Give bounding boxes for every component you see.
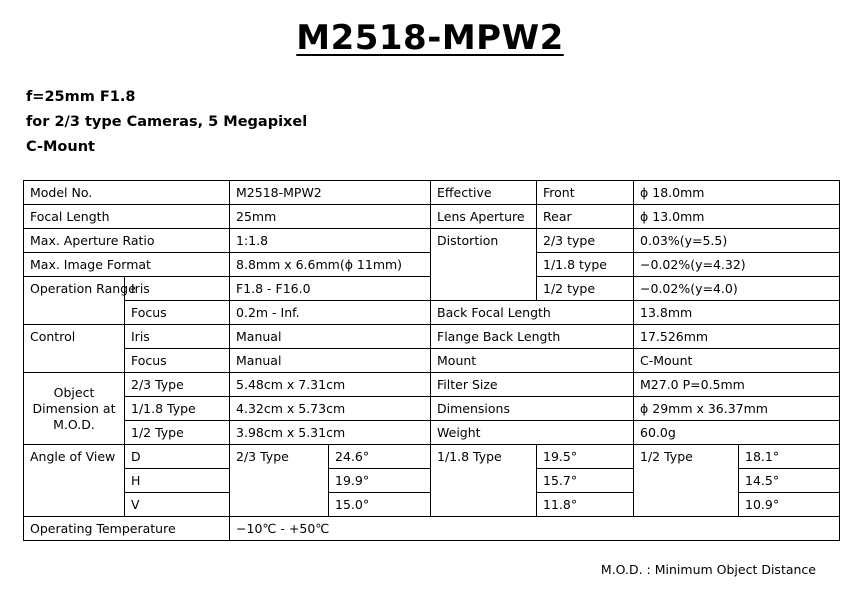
table-row xyxy=(24,397,840,421)
focal-length-label: Focal Length xyxy=(24,205,230,229)
weight-label: Weight xyxy=(431,421,634,445)
angle-value: 19.5° xyxy=(537,445,634,469)
footnote: M.O.D. : Minimum Object Distance xyxy=(600,562,816,577)
distortion-value: −0.02%(y=4.32) xyxy=(634,253,840,277)
obj-type: 2/3 Type xyxy=(125,373,230,397)
table-row xyxy=(24,421,840,445)
page-title-text: M2518-MPW2 xyxy=(296,18,564,58)
page-title xyxy=(0,18,860,58)
angle-value: 11.8° xyxy=(537,493,634,517)
max-aperture-label: Max. Aperture Ratio xyxy=(24,229,230,253)
distortion-type: 1/1.8 type xyxy=(537,253,634,277)
obj-type: 1/1.8 Type xyxy=(125,397,230,421)
effective-label: Effective xyxy=(431,181,537,205)
max-aperture-value: 1:1.8 xyxy=(230,229,431,253)
rear-value: ϕ 13.0mm xyxy=(634,205,840,229)
angle-value: 19.9° xyxy=(329,469,431,493)
distortion-type: 1/2 type xyxy=(537,277,634,301)
filter-value: M27.0 P=0.5mm xyxy=(634,373,840,397)
back-focal-value: 13.8mm xyxy=(634,301,840,325)
table-row xyxy=(24,373,840,397)
obj-type: 1/2 Type xyxy=(125,421,230,445)
angle-label: Angle of View xyxy=(24,445,125,517)
weight-value: 60.0g xyxy=(634,421,840,445)
obj-value: 3.98cm x 5.31cm xyxy=(230,421,431,445)
front-label: Front xyxy=(537,181,634,205)
angle-value: 18.1° xyxy=(739,445,840,469)
operating-temp-label: Operating Temperature xyxy=(24,517,230,541)
angle-value: 14.5° xyxy=(739,469,840,493)
angle-axis: D xyxy=(125,445,230,469)
mount-label: Mount xyxy=(431,349,634,373)
distortion-value: 0.03%(y=5.5) xyxy=(634,229,840,253)
ctrl-focus-value: Manual xyxy=(230,349,431,373)
max-image-format-value: 8.8mm x 6.6mm(ϕ 11mm) xyxy=(230,253,431,277)
table-row xyxy=(24,301,840,325)
op-iris-value: F1.8 - F16.0 xyxy=(230,277,431,301)
object-dimension-label: Object Dimension at M.O.D. xyxy=(24,373,125,445)
dimensions-label: Dimensions xyxy=(431,397,634,421)
angle-value: 15.0° xyxy=(329,493,431,517)
angle-type-c: 1/2 Type xyxy=(634,445,739,517)
angle-axis: V xyxy=(125,493,230,517)
rear-label: Rear xyxy=(537,205,634,229)
flange-value: 17.526mm xyxy=(634,325,840,349)
filter-label: Filter Size xyxy=(431,373,634,397)
lens-aperture-label: Lens Aperture xyxy=(431,205,537,229)
back-focal-label: Back Focal Length xyxy=(431,301,634,325)
control-label: Control xyxy=(24,325,125,373)
distortion-value: −0.02%(y=4.0) xyxy=(634,277,840,301)
table-row xyxy=(24,229,840,253)
ctrl-focus-label: Focus xyxy=(125,349,230,373)
table-row xyxy=(24,205,840,229)
obj-value: 4.32cm x 5.73cm xyxy=(230,397,431,421)
subtitle-mount: C-Mount xyxy=(26,139,95,155)
subtitle-focal: f=25mm F1.8 xyxy=(26,89,136,105)
angle-type-a: 2/3 Type xyxy=(230,445,329,517)
max-image-format-label: Max. Image Format xyxy=(24,253,230,277)
focal-length-value: 25mm xyxy=(230,205,431,229)
operation-range-label: Operation Range xyxy=(24,277,125,325)
table-row xyxy=(24,181,840,205)
obj-value: 5.48cm x 7.31cm xyxy=(230,373,431,397)
op-focus-value: 0.2m - Inf. xyxy=(230,301,431,325)
table-row xyxy=(24,325,840,349)
table-row xyxy=(24,445,840,469)
model-no-value: M2518-MPW2 xyxy=(230,181,431,205)
distortion-label: Distortion xyxy=(431,229,537,301)
spec-table xyxy=(23,180,840,541)
angle-value: 15.7° xyxy=(537,469,634,493)
op-iris-label: Iris xyxy=(125,277,230,301)
operating-temp-value: −10℃ - +50℃ xyxy=(230,517,840,541)
subtitle-camera: for 2/3 type Cameras, 5 Megapixel xyxy=(26,114,308,130)
table-row xyxy=(24,349,840,373)
flange-label: Flange Back Length xyxy=(431,325,634,349)
front-value: ϕ 18.0mm xyxy=(634,181,840,205)
angle-axis: H xyxy=(125,469,230,493)
table-row xyxy=(24,517,840,541)
distortion-type: 2/3 type xyxy=(537,229,634,253)
dimensions-value: ϕ 29mm x 36.37mm xyxy=(634,397,840,421)
ctrl-iris-label: Iris xyxy=(125,325,230,349)
ctrl-iris-value: Manual xyxy=(230,325,431,349)
angle-value: 10.9° xyxy=(739,493,840,517)
model-no-label: Model No. xyxy=(24,181,230,205)
op-focus-label: Focus xyxy=(125,301,230,325)
angle-value: 24.6° xyxy=(329,445,431,469)
mount-value: C-Mount xyxy=(634,349,840,373)
angle-type-b: 1/1.8 Type xyxy=(431,445,537,517)
